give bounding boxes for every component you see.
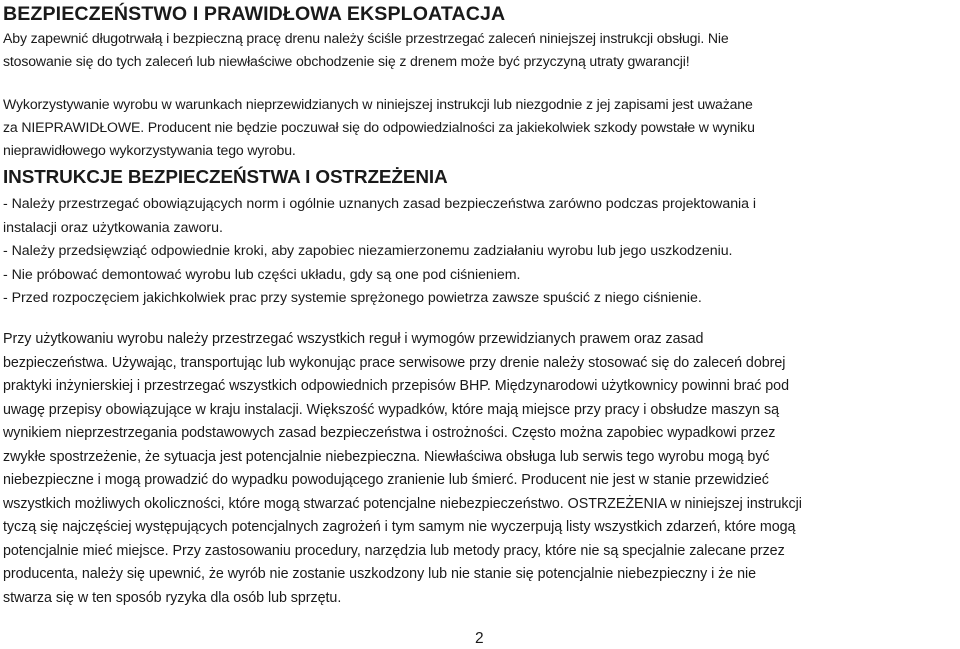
paragraph-line: stosowanie się do tych zaleceń lub niewłaściwe obchodzenie się z drenem może być przyczyną utraty gwarancji!	[3, 53, 690, 69]
paragraph-line: niebezpieczne i mogą prowadzić do wypadku powodującego zranienie lub śmierć. Producent nie jest w stanie przewidzieć	[3, 472, 769, 488]
bullet-line: - Nie próbować demontować wyrobu lub części układu, gdy są one pod ciśnieniem.	[3, 266, 521, 283]
paragraph-line: Wykorzystywanie wyrobu w warunkach nieprzewidzianych w niniejszej instrukcji lub niezgodnie z jej zapisami jest uważane	[3, 96, 753, 112]
bullet-line: - Należy przestrzegać obowiązujących norm i ogólnie uznanych zasad bezpieczeństwa zarówno podczas projektowania i	[3, 196, 756, 212]
paragraph-line: uwagę przepisy obowiązujące w kraju instalacji. Większość wypadków, które mają miejsce przy pracy i obsłudze maszyn są	[3, 401, 779, 418]
bullet-line: - Przed rozpoczęciem jakichkolwiek prac przy systemie sprężonego powietrza zawsze spuścić z niego ciśnienie.	[3, 290, 702, 306]
bullet-line: instalacji oraz użytkowania zaworu.	[3, 219, 223, 236]
paragraph-line: Aby zapewnić długotrwałą i bezpieczną pracę drenu należy ściśle przestrzegać zaleceń niniejszej instrukcji obsługi. Nie	[3, 30, 729, 46]
paragraph-line: Przy użytkowaniu wyrobu należy przestrzegać wszystkich reguł i wymogów przewidzianych prawem oraz zasad	[3, 331, 704, 347]
paragraph-line: potencjalnie mieć miejsce. Przy zastosowaniu procedury, narzędzia lub metody pracy, które nie są specjalnie zalecane przez	[3, 542, 785, 559]
paragraph-line: za NIEPRAWIDŁOWE. Producent nie będzie poczuwał się do odpowiedzialności za jakiekolwiek szkody powstałe w wyniku	[3, 119, 755, 135]
paragraph-line: bezpieczeństwa. Używając, transportując lub wykonując prace serwisowe przy drenie należy stosować się do zaleceń dobrej	[3, 354, 786, 371]
paragraph-line: wszystkich możliwych okoliczności, które mogą stwarzać potencjalne niebezpieczeństwo. OSTRZEŻENIA w niniejszej instrukcji	[3, 495, 802, 512]
section-heading-safety-instructions: INSTRUKCJE BEZPIECZEŃSTWA I OSTRZEŻENIA	[3, 167, 448, 188]
page-number: 2	[475, 630, 484, 647]
misuse-paragraph	[3, 93, 938, 162]
paragraph-line: nieprawidłowego wykorzystywania tego wyrobu.	[3, 142, 296, 158]
intro-paragraph	[3, 27, 933, 73]
paragraph-line: producenta, należy się upewnić, że wyrób nie zostanie uszkodzony lub nie stanie się potencjalnie niebezpieczny i że nie	[3, 566, 757, 582]
paragraph-line: stwarza się w ten sposób ryzyka dla osób lub sprzętu.	[3, 589, 342, 606]
general-safety-paragraph	[3, 328, 955, 610]
paragraph-line: zwykłe spostrzeżenie, że sytuacja jest potencjalnie niebezpieczna. Niewłaściwa obsługa lub serwis tego wyrobu mogą być	[3, 448, 770, 465]
paragraph-line: praktyki inżynierskiej i przestrzegać wszystkich odpowiednich przepisów BHP. Międzynarodowi użytkownicy powinni brać pod	[3, 378, 789, 394]
paragraph-line: tyczą się najczęściej występujących potencjalnych zagrożeń i tym samym nie wyczerpują listy wszystkich zdarzeń, które mogą	[3, 519, 796, 535]
safety-bullet-list	[3, 193, 951, 311]
paragraph-line: wynikiem nieprzestrzegania podstawowych zasad bezpieczeństwa i ostrożności. Często można zapobiec wypadkowi przez	[3, 425, 776, 441]
bullet-line: - Należy przedsięwziąć odpowiednie kroki, aby zapobiec niezamierzonemu zadziałaniu wyrobu lub jego uszkodzeniu.	[3, 243, 733, 259]
section-heading-safety-operation: BEZPIECZEŃSTWO I PRAWIDŁOWA EKSPLOATACJA	[3, 3, 506, 25]
